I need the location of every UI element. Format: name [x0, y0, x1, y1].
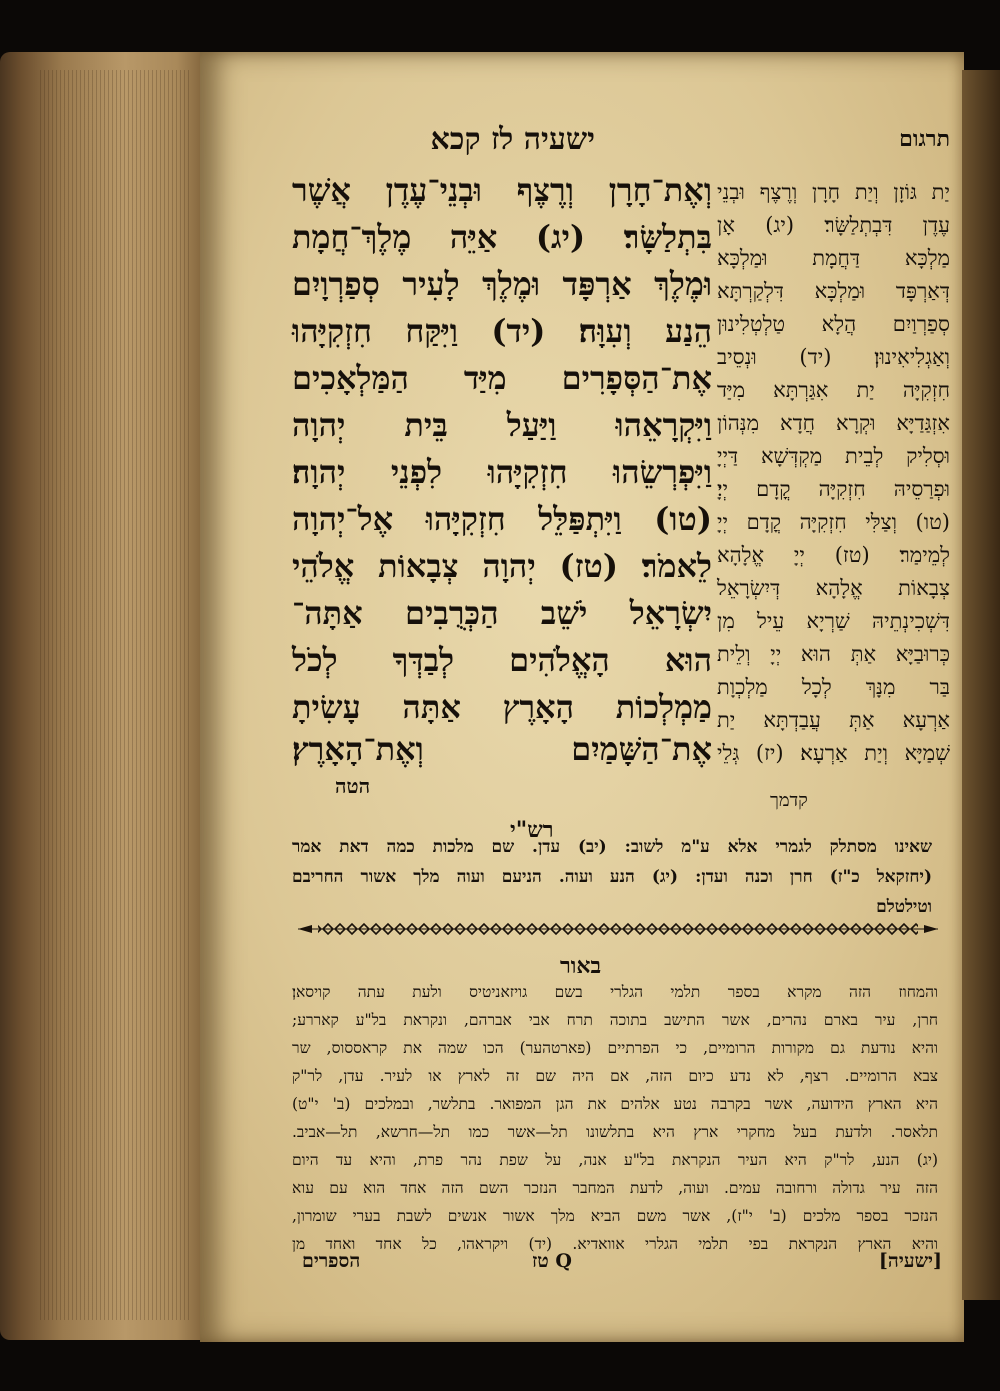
- biur-line: הנזכר בספר מלכים (ב' י"ז), אשר משם הביא מלך אשור אנשים לשבת בערי שומרון,: [292, 1207, 938, 1225]
- catchword-targum: קדמך: [770, 790, 808, 811]
- biur-heading: באור: [560, 953, 602, 979]
- biur-line: (יג) הנע, לר"ק היא העיר הנקראת בל"ע אנה, על שפת נהר פרת, והיא עד היום: [292, 1151, 938, 1169]
- targum-line: בַּר מִנָּךְ לְכָל מַלְכְוָת: [717, 675, 950, 699]
- biur-line: תלאסר. ולדעת בעל מחקרי ארץ היא בתלשונו תל—אשר כמו תל—חרשא, תל—אביב.: [292, 1123, 938, 1141]
- running-head-targum: תרגום: [899, 126, 950, 152]
- verse-line: בִּתְלַשָּׂר׃ (יג) אַיֵּה מֶלֶךְ־חֲמָת: [292, 218, 712, 256]
- targum-line: שְׁמַיָּא וְיַת אַרְעָא׃ (יז) גְּלֵי: [717, 741, 950, 765]
- verse-line: וְאֶת־חָרָן וְרֶצֶף וּבְנֵי־עֶדֶן אֲשֶׁר: [292, 171, 712, 209]
- verse-line: הוּא הָאֱלֹהִים לְבַדְּךָ לְכֹל: [292, 641, 712, 679]
- biur-line: והיא נודעת גם מקורות הרומיים, כי הפרתיים (פארטהער) הכו שמה את קראססוס, שר: [292, 1039, 938, 1057]
- verse-line: וּמֶלֶךְ אַרְפָּד וּמֶלֶךְ לָעִיר סְפַרְוָיִם: [292, 265, 712, 303]
- catchword-main: הטה: [335, 774, 371, 798]
- targum-line: מַלְכָּא דַּחֲמָת וּמַלְכָּא: [717, 246, 950, 270]
- rashi-line: שאינו מסתלק לגמרי אלא ע"מ לשוב: (יב) עדן. שם מלכות כמה דאת אמר: [292, 837, 932, 857]
- targum-line: וּסְלִיק לְבֵית מַקְדְּשָׁא דַּיְיָ: [717, 444, 950, 468]
- running-head-main: ישעיה לז קכא: [430, 122, 595, 157]
- biur-line: היא הארץ הידועה, אשר בקרבה נטע אלהים את הגן המפואר. בתלשר, ובמלכים (ב' י"ט): [292, 1095, 938, 1113]
- targum-line: דִּשְׁכִינְתֵיהּ שַׁרְיָא עֵיל מִן: [717, 609, 950, 633]
- verse-line: הֵנַע וְעִוָּה׃ (יד) וַיִּקַּח חִזְקִיָּהוּ: [292, 312, 712, 350]
- rashi-heading: רש"י: [510, 817, 554, 843]
- verse-line: מַמְלְכוֹת הָאָרֶץ אַתָּה עָשִׂיתָ: [292, 688, 712, 726]
- targum-line: חִזְקִיָּה יַת אִגַּרְתָּא מִיַּד: [717, 378, 950, 402]
- targum-line: יַת גּוֹזָן וְיַת חָרָן וְרֶצֶף וּבְנֵי: [717, 180, 950, 204]
- rashi-line: וטילטלם: [876, 897, 932, 917]
- facing-page-edge: [962, 70, 1000, 1300]
- targum-line: צְבָאוֹת אֱלָהָא דְּיִשְׂרָאֵל: [717, 576, 950, 600]
- verse-line: אֶת־הַסְּפָרִים מִיַּד הַמַּלְאָכִים: [292, 359, 712, 397]
- verse-line: לֵאמֹר׃ (טז) יְהוָה צְבָאוֹת אֱלֹהֵי: [292, 547, 712, 585]
- targum-line: עֶדֶן דִּבְתְלַשָּׂר׃ (יג) אָן: [717, 213, 950, 237]
- targum-line: לְמֵימַר׃ (טז) יְיָ אֱלָהָא: [717, 543, 950, 567]
- verse-line: אֶת־הַשָּׁמַיִם וְאֶת־הָאָרֶץ׃: [292, 730, 712, 768]
- targum-line: כְּרוּבַיָּא אַתְּ הוּא יְיָ וְלֵית: [717, 642, 950, 666]
- targum-line: (טו) וְצַלִּי חִזְקִיָּה קֳדָם יְיָ: [717, 510, 950, 534]
- targum-line: דְּאַרְפָּד וּמַלְכָּא דִּלְקַרְתָּא: [717, 279, 950, 303]
- footer-book-name: [ישעיה]: [878, 1250, 942, 1272]
- targum-line: סְפַרְוַיִם הֲלָא טַלְטְלִינוּן: [717, 312, 950, 336]
- verse-line: (טו) וַיִּתְפַּלֵּל חִזְקִיָּהוּ אֶל־יְהוָה: [292, 500, 712, 538]
- biur-line: והיא הארץ הנקראת בפי תלמי הגלרי אוואדיא. (יד) ויקראהו, כל אחד ואחד מן: [292, 1235, 938, 1253]
- targum-line: אִזְגַּדַיָּא וּקְרָא חֲדָא מִנְּהוֹן: [717, 411, 950, 435]
- verse-line: יִשְׂרָאֵל יֹשֵׁב הַכְּרֻבִים אַתָּה־: [292, 594, 712, 632]
- book-page-edges: [40, 70, 190, 1320]
- biur-line: הזה עיר גדולה ורחובה עמים. ועוה, לדעת המחבר הנזכר השם הזה אחד הוא עם עוא: [292, 1179, 938, 1197]
- biur-line: והמחוז הזה מקרא בספר תלמי הגלרי בשם גויזאניטיס ולעת עתה קויסאן׃: [292, 983, 938, 1001]
- footer-catchword: הספרים: [302, 1250, 361, 1272]
- verse-line: וַיִּקְרָאֵהוּ וַיַּעַל בֵּית יְהוָה: [292, 406, 712, 444]
- signature-mark: טז Q: [532, 1250, 572, 1272]
- verse-line: וַיִּפְרְשֵׂהוּ חִזְקִיָּהוּ לִפְנֵי יְהוָה׃: [292, 453, 712, 491]
- targum-line: וְאַגְלִיאִינוּן׃ (יד) וּנְסֵיב: [717, 345, 950, 369]
- ornamental-divider: [298, 922, 938, 936]
- targum-line: וּפְרַסֵיהּ חִזְקִיָּה קֳדָם יְיָ׃: [717, 477, 950, 501]
- rashi-line: (יחזקאל כ"ז) חרן וכנה ועדן: (יג) הנע ועוה. הניעם ועוה מלך אשור החריבם: [292, 867, 932, 887]
- biur-line: צבא הרומיים. רצף, לא נדע כיום הזה, אם היה שם זה לארץ או לעיר. עדן, לר"ק: [292, 1067, 938, 1085]
- biur-line: חרן, עיר בארם נהרים, אשר התישב בתוכה תרח אבי אברהם, ונקראת בל"ע קאררע;: [292, 1011, 938, 1029]
- targum-line: אַרְעָא אַתְּ עֲבַדְתָּא יַת: [717, 708, 950, 732]
